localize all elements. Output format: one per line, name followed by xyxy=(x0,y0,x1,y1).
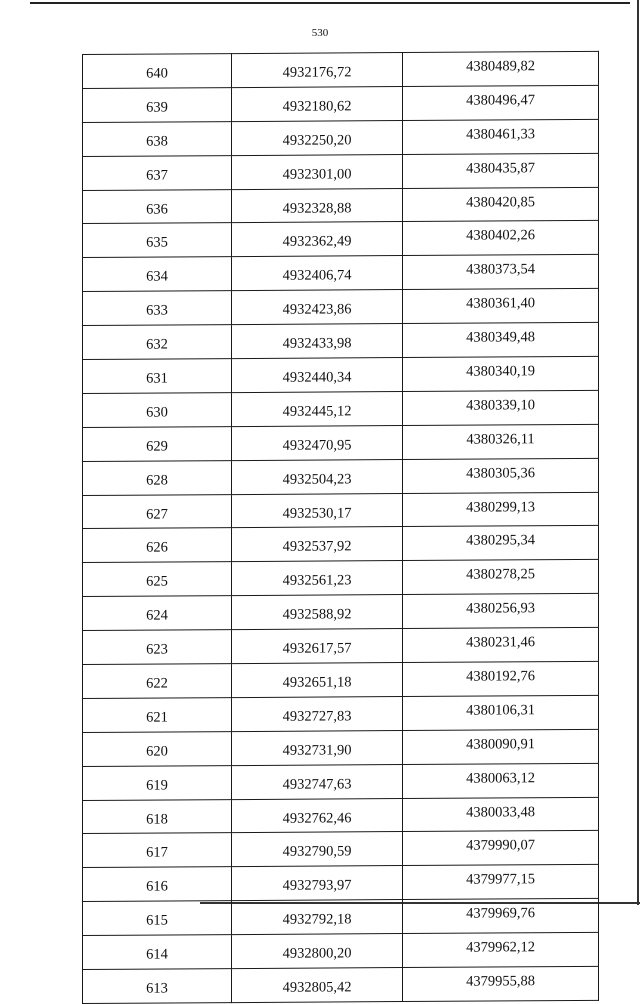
point-number-cell: 627 xyxy=(83,494,232,529)
table-row xyxy=(83,560,599,597)
point-number-cell: 628 xyxy=(83,460,232,495)
point-number-cell: 629 xyxy=(83,426,232,461)
table-row xyxy=(83,594,599,631)
x-coordinate-cell: 4932793,97 xyxy=(232,866,403,901)
x-coordinate-cell: 4932792,18 xyxy=(232,900,403,935)
point-number-cell: 622 xyxy=(83,664,232,699)
y-coordinate-cell: 4380033,48 xyxy=(403,797,599,832)
y-coordinate-cell: 4379969,76 xyxy=(403,899,599,934)
y-coordinate-cell: 4380256,93 xyxy=(403,594,599,629)
point-number-cell: 638 xyxy=(83,121,232,156)
point-number-cell: 630 xyxy=(83,392,232,427)
x-coordinate-cell: 4932180,62 xyxy=(232,86,403,121)
y-coordinate-cell: 4380278,25 xyxy=(403,560,599,595)
y-coordinate-cell: 4380340,19 xyxy=(403,356,599,391)
y-coordinate-cell: 4380489,82 xyxy=(403,51,599,86)
x-coordinate-cell: 4932800,20 xyxy=(232,934,403,969)
x-coordinate-cell: 4932440,34 xyxy=(232,358,403,393)
x-coordinate-cell: 4932537,92 xyxy=(232,527,403,562)
point-number-cell: 617 xyxy=(83,833,232,868)
x-coordinate-cell: 4932301,00 xyxy=(232,154,403,189)
x-coordinate-cell: 4932176,72 xyxy=(232,53,403,88)
point-number-cell: 625 xyxy=(83,562,232,597)
y-coordinate-cell: 4380295,34 xyxy=(403,526,599,561)
x-coordinate-cell: 4932470,95 xyxy=(232,425,403,460)
y-coordinate-cell: 4379962,12 xyxy=(403,933,599,968)
table-row xyxy=(83,763,599,800)
point-number-cell: 620 xyxy=(83,731,232,766)
y-coordinate-cell: 4380192,76 xyxy=(403,661,599,696)
coordinates-table xyxy=(82,51,599,1004)
point-number-cell: 615 xyxy=(83,901,232,936)
point-number-cell: 624 xyxy=(83,596,232,631)
x-coordinate-cell: 4932250,20 xyxy=(232,120,403,155)
point-number-cell: 623 xyxy=(83,630,232,665)
table-row xyxy=(83,729,599,766)
x-coordinate-cell: 4932588,92 xyxy=(232,595,403,630)
table-row xyxy=(83,797,599,834)
table-row xyxy=(83,51,599,88)
table-row xyxy=(83,424,599,461)
y-coordinate-cell: 4380349,48 xyxy=(403,322,599,357)
y-coordinate-cell: 4380326,11 xyxy=(403,424,599,459)
scan-edge-right xyxy=(637,0,639,905)
y-coordinate-cell: 4380231,46 xyxy=(403,627,599,662)
table-row xyxy=(83,221,599,258)
x-coordinate-cell: 4932747,63 xyxy=(232,764,403,799)
table-row xyxy=(83,966,599,1003)
x-coordinate-cell: 4932406,74 xyxy=(232,256,403,291)
table-row xyxy=(83,899,599,936)
x-coordinate-cell: 4932328,88 xyxy=(232,188,403,223)
point-number-cell: 636 xyxy=(83,189,232,224)
table-row xyxy=(83,831,599,868)
point-number-cell: 613 xyxy=(83,969,232,1004)
x-coordinate-cell: 4932423,86 xyxy=(232,290,403,325)
x-coordinate-cell: 4932530,17 xyxy=(232,493,403,528)
y-coordinate-cell: 4380305,36 xyxy=(403,458,599,493)
point-number-cell: 633 xyxy=(83,291,232,326)
point-number-cell: 626 xyxy=(83,528,232,563)
point-number-cell: 614 xyxy=(83,935,232,970)
point-number-cell: 616 xyxy=(83,867,232,902)
x-coordinate-cell: 4932731,90 xyxy=(232,730,403,765)
table-row xyxy=(83,356,599,393)
y-coordinate-cell: 4380106,31 xyxy=(403,695,599,730)
table-row xyxy=(83,322,599,359)
scan-edge-top xyxy=(30,2,630,4)
table-row xyxy=(83,119,599,156)
table-row xyxy=(83,492,599,529)
point-number-cell: 618 xyxy=(83,799,232,834)
y-coordinate-cell: 4380496,47 xyxy=(403,85,599,120)
y-coordinate-cell: 4380063,12 xyxy=(403,763,599,798)
x-coordinate-cell: 4932790,59 xyxy=(232,832,403,867)
x-coordinate-cell: 4932617,57 xyxy=(232,629,403,664)
table-row xyxy=(83,85,599,122)
y-coordinate-cell: 4380299,13 xyxy=(403,492,599,527)
x-coordinate-cell: 4932445,12 xyxy=(232,391,403,426)
y-coordinate-cell: 4379977,15 xyxy=(403,865,599,900)
point-number-cell: 631 xyxy=(83,359,232,394)
point-number-cell: 632 xyxy=(83,325,232,360)
y-coordinate-cell: 4380373,54 xyxy=(403,255,599,290)
y-coordinate-cell: 4380461,33 xyxy=(403,119,599,154)
y-coordinate-cell: 4380420,85 xyxy=(403,187,599,222)
x-coordinate-cell: 4932504,23 xyxy=(232,459,403,494)
table-row xyxy=(83,390,599,427)
y-coordinate-cell: 4380435,87 xyxy=(403,153,599,188)
table-row xyxy=(83,526,599,563)
y-coordinate-cell: 4380402,26 xyxy=(403,221,599,256)
table-row xyxy=(83,627,599,664)
coordinates-table-body xyxy=(83,51,599,1003)
point-number-cell: 639 xyxy=(83,87,232,122)
table-row xyxy=(83,661,599,698)
y-coordinate-cell: 4380339,10 xyxy=(403,390,599,425)
y-coordinate-cell: 4380090,91 xyxy=(403,729,599,764)
table-row xyxy=(83,187,599,224)
table-row xyxy=(83,153,599,190)
y-coordinate-cell: 4380361,40 xyxy=(403,289,599,324)
page-number: 530 xyxy=(311,27,329,39)
point-number-cell: 621 xyxy=(83,698,232,733)
y-coordinate-cell: 4379990,07 xyxy=(403,831,599,866)
x-coordinate-cell: 4932727,83 xyxy=(232,696,403,731)
point-number-cell: 619 xyxy=(83,765,232,800)
point-number-cell: 640 xyxy=(83,54,232,89)
table-row xyxy=(83,458,599,495)
y-coordinate-cell: 4379955,88 xyxy=(403,966,599,1001)
coordinates-table-wrapper xyxy=(82,51,595,1004)
point-number-cell: 634 xyxy=(83,257,232,292)
table-row xyxy=(83,255,599,292)
x-coordinate-cell: 4932805,42 xyxy=(232,968,403,1003)
x-coordinate-cell: 4932561,23 xyxy=(232,561,403,596)
table-row xyxy=(83,289,599,326)
table-row xyxy=(83,933,599,970)
point-number-cell: 637 xyxy=(83,155,232,190)
x-coordinate-cell: 4932433,98 xyxy=(232,324,403,359)
x-coordinate-cell: 4932651,18 xyxy=(232,663,403,698)
x-coordinate-cell: 4932762,46 xyxy=(232,798,403,833)
point-number-cell: 635 xyxy=(83,223,232,258)
x-coordinate-cell: 4932362,49 xyxy=(232,222,403,257)
table-row xyxy=(83,865,599,902)
table-row xyxy=(83,695,599,732)
